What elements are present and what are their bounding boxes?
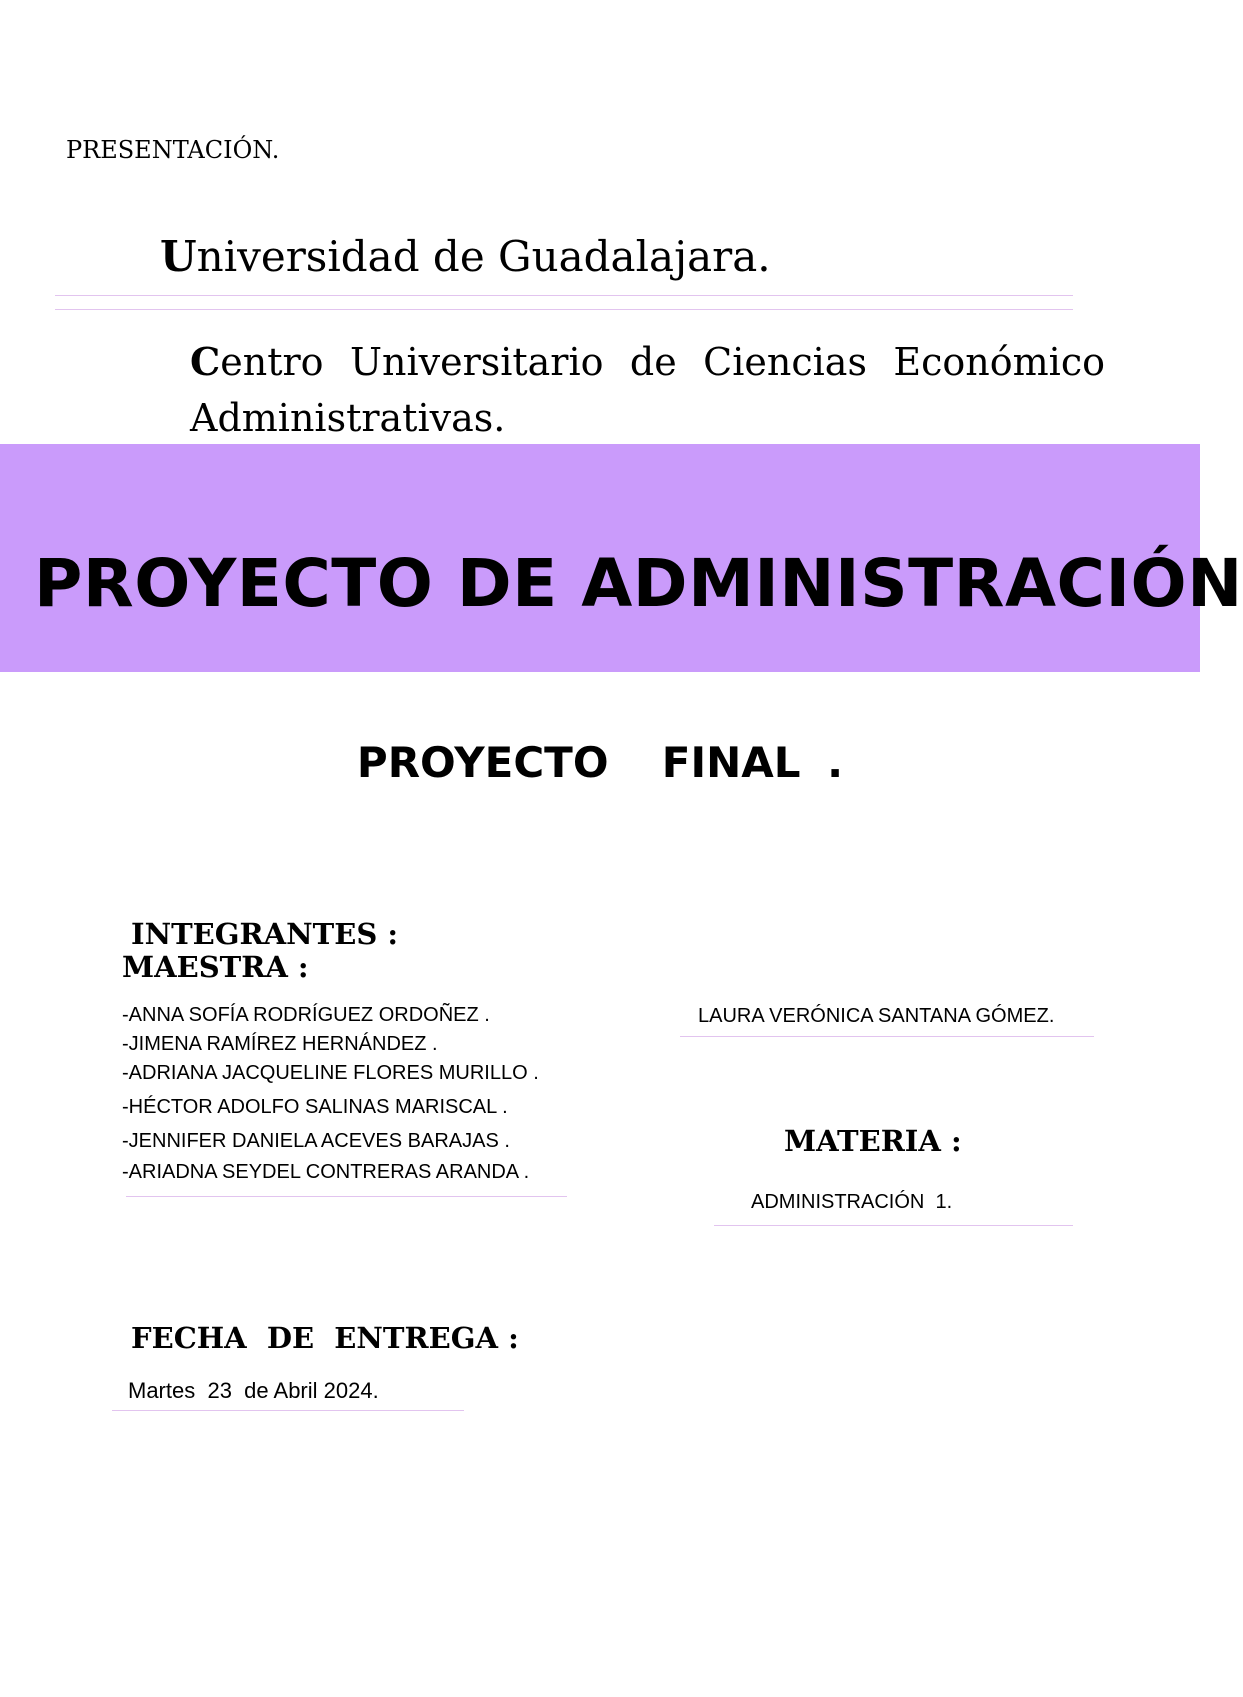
- delivery-label: FECHA DE ENTREGA :: [131, 1321, 519, 1355]
- university-name: [160, 232, 771, 281]
- delivery-date: Martes 23 de Abril 2024.: [128, 1378, 379, 1403]
- member-name: -ADRIANA JACQUELINE FLORES MURILLO .: [122, 1062, 539, 1084]
- members-underline: [126, 1196, 567, 1197]
- presentation-label: PRESENTACIÓN.: [66, 136, 280, 164]
- header-rule-bottom: [55, 309, 1073, 310]
- project-title: PROYECTO DE ADMINISTRACIÓN: [34, 545, 1243, 622]
- project-subtitle: PROYECTO FINAL .: [356, 738, 844, 787]
- center-initial: C: [190, 339, 221, 384]
- center-name-clip: [0, 330, 1200, 440]
- subject-underline: [714, 1225, 1073, 1226]
- subject-name: ADMINISTRACIÓN 1.: [751, 1191, 953, 1213]
- teacher-underline: [680, 1036, 1094, 1037]
- center-name-rest: entro Universitario de Ciencias Económico Administrativas.: [190, 340, 1105, 440]
- header-rule-top: [55, 295, 1073, 296]
- members-label: INTEGRANTES :: [131, 917, 399, 951]
- member-name: -HÉCTOR ADOLFO SALINAS MARISCAL .: [122, 1096, 508, 1118]
- subject-label: MATERIA :: [784, 1124, 962, 1158]
- member-name: -ARIADNA SEYDEL CONTRERAS ARANDA .: [122, 1161, 530, 1183]
- member-name: -JIMENA RAMÍREZ HERNÁNDEZ .: [122, 1033, 438, 1055]
- teacher-name: LAURA VERÓNICA SANTANA GÓMEZ.: [698, 1005, 1055, 1027]
- teacher-label: MAESTRA :: [122, 950, 309, 984]
- member-name: -ANNA SOFÍA RODRÍGUEZ ORDOÑEZ .: [122, 1004, 490, 1026]
- member-name: -JENNIFER DANIELA ACEVES BARAJAS .: [122, 1130, 510, 1152]
- university-name-rest: niversidad de Guadalajara.: [196, 232, 771, 281]
- university-initial: U: [160, 232, 197, 281]
- delivery-underline: [112, 1410, 464, 1411]
- center-name: [190, 334, 1105, 446]
